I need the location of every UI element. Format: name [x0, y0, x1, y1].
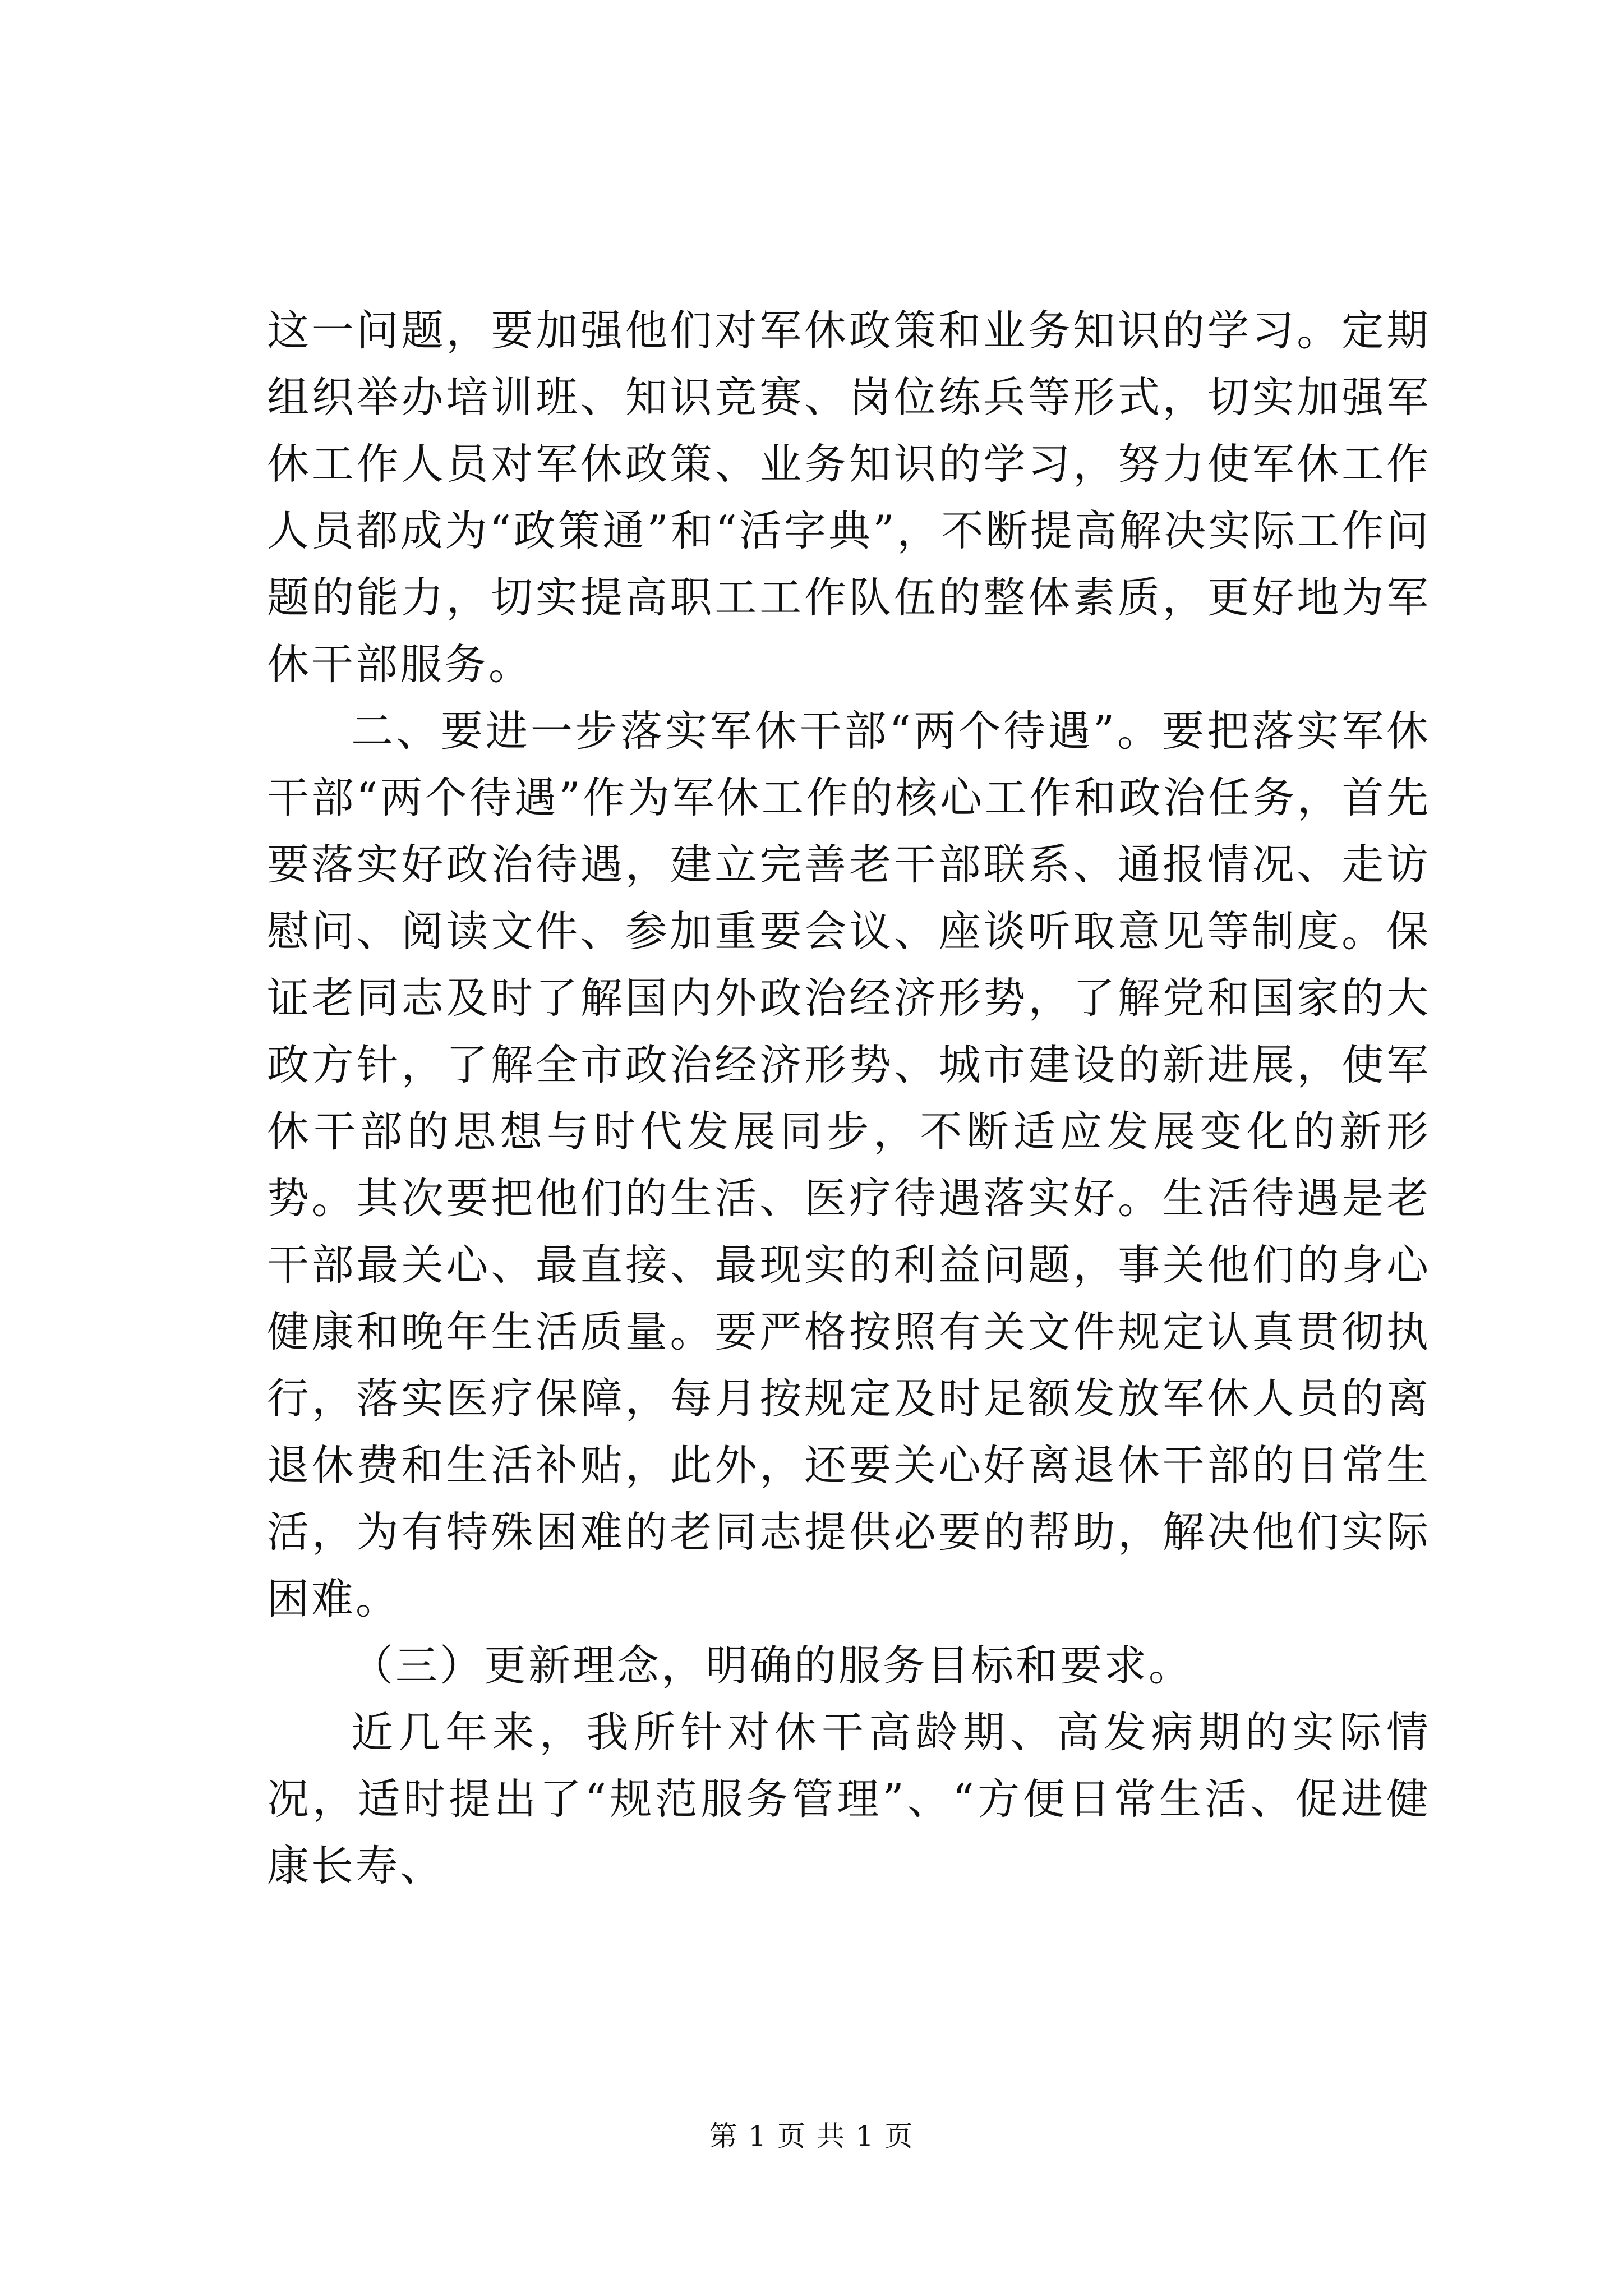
page-footer: 第 1 页 共 1 页	[709, 2120, 914, 2152]
section-heading-three: （三）更新理念，明确的服务目标和要求。	[351, 1641, 1193, 1690]
paragraph-continuation: 这一问题，要加强他们对军休政策和业务知识的学习。定期组织举办培训班、知识竞赛、岗位练兵等形式，切实加强军休工作人员对军休政策、业务知识的学习，努力使军休工作人员都成为“政策通”和“活字典”，不断提高解决实际工作问题的能力，切实提高职工工作队伍的整体素质，更好地为军休干部服务。	[267, 306, 1431, 689]
paragraph-recent-years: 近几年来，我所针对休干高龄期、高发病期的实际情况，适时提出了“规范服务管理”、“方便日常生活、促进健康长寿、	[267, 1708, 1431, 1890]
document-body	[267, 297, 1431, 1899]
paragraph-two-treatments: 二、要进一步落实军休干部“两个待遇”。要把落实军休干部“两个待遇”作为军休工作的核心工作和政治任务，首先要落实好政治待遇，建立完善老干部联系、通报情况、走访慰问、阅读文件、参加重要会议、座谈听取意见等制度。保证老同志及时了解国内外政治经济形势，了解党和国家的大政方针，了解全市政治经济形势、城市建设的新进展，使军休干部的思想与时代发展同步，不断适应发展变化的新形势。其次要把他们的生活、医疗待遇落实好。生活待遇是老干部最关心、最直接、最现实的利益问题，事关他们的身心健康和晚年生活质量。要严格按照有关文件规定认真贯彻执行，落实医疗保障，每月按规定及时足额发放军休人员的离退休费和生活补贴，此外，还要关心好离退休干部的日常生活，为有特殊困难的老同志提供必要的帮助，解决他们实际困难。	[267, 706, 1431, 1623]
